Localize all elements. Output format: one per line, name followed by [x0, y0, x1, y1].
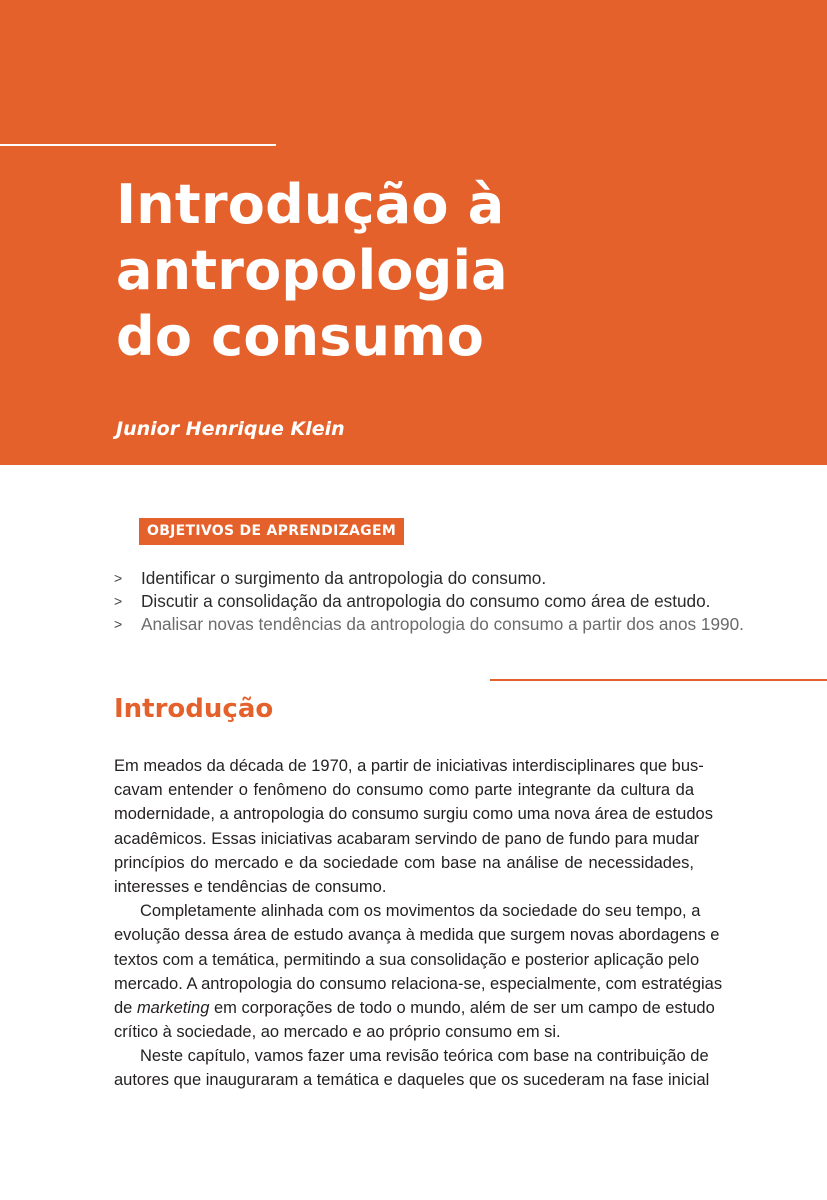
paragraph-line: evolução dessa área de estudo avança à medida que surgem novas abordagens e: [114, 926, 720, 945]
line-suffix: em corporações de todo o mundo, além de ser um campo de estudo: [209, 998, 715, 1017]
objective-text: Analisar novas tendências da antropologia do consumo a partir dos anos 1990.: [141, 614, 744, 634]
paragraph-line: Completamente alinhada com os movimentos da sociedade do seu tempo, a: [140, 902, 701, 921]
chevron-right-icon: >: [114, 616, 123, 632]
chapter-author: Junior Henrique Klein: [116, 418, 345, 440]
paragraph-line: autores que inauguraram a temática e daqueles que os sucederam na fase inicial: [114, 1071, 710, 1090]
paragraph-line: mercado. A antropologia do consumo relaciona-se, especialmente, com estratégias: [114, 974, 723, 993]
chapter-title: [116, 172, 508, 370]
objective-text: Discutir a consolidação da antropologia do consumo como área de estudo.: [141, 591, 711, 611]
paragraph-line: cavam entender o fenômeno do consumo como parte integrante da cultura da: [114, 781, 694, 800]
paragraph-line: interesses e tendências de consumo.: [114, 877, 387, 896]
section-divider: [490, 679, 827, 681]
objective-item: [114, 613, 744, 636]
paragraph-line: princípios do mercado e da sociedade com base na análise de necessidades,: [114, 853, 694, 872]
body-text: [114, 754, 723, 1093]
paragraph-line: [114, 996, 715, 1020]
objective-item: [114, 590, 714, 613]
learning-objectives-label: OBJETIVOS DE APRENDIZAGEM: [139, 518, 404, 545]
chapter-title-line: Introdução à: [116, 173, 505, 236]
chapter-header-banner: [0, 0, 827, 465]
paragraph-line: crítico à sociedade, ao mercado e ao próprio consumo em si.: [114, 1023, 561, 1042]
paragraph-line: Em meados da década de 1970, a partir de iniciativas interdisciplinares que bus-: [114, 757, 704, 775]
chevron-right-icon: >: [114, 593, 123, 609]
paragraph-line: modernidade, a antropologia do consumo surgiu como uma nova área de estudos: [114, 805, 713, 824]
paragraph-line: acadêmicos. Essas iniciativas acabaram servindo de pano de fundo para mudar: [114, 829, 700, 848]
paragraph-line: Neste capítulo, vamos fazer uma revisão teórica com base na contribuição de: [140, 1047, 709, 1066]
header-divider: [0, 144, 276, 146]
paragraph-line: textos com a temática, permitindo a sua consolidação e posterior aplicação pelo: [114, 950, 700, 969]
chapter-title-line: antropologia: [116, 239, 508, 302]
emphasized-term: marketing: [136, 998, 210, 1017]
section-heading: Introdução: [114, 694, 274, 724]
line-prefix: de: [114, 998, 137, 1017]
chevron-right-icon: >: [114, 570, 123, 586]
learning-objectives-list: [114, 567, 744, 636]
chapter-title-line: do consumo: [116, 305, 485, 368]
objective-item: [114, 567, 714, 590]
objective-text: Identificar o surgimento da antropologia do consumo.: [141, 568, 547, 588]
